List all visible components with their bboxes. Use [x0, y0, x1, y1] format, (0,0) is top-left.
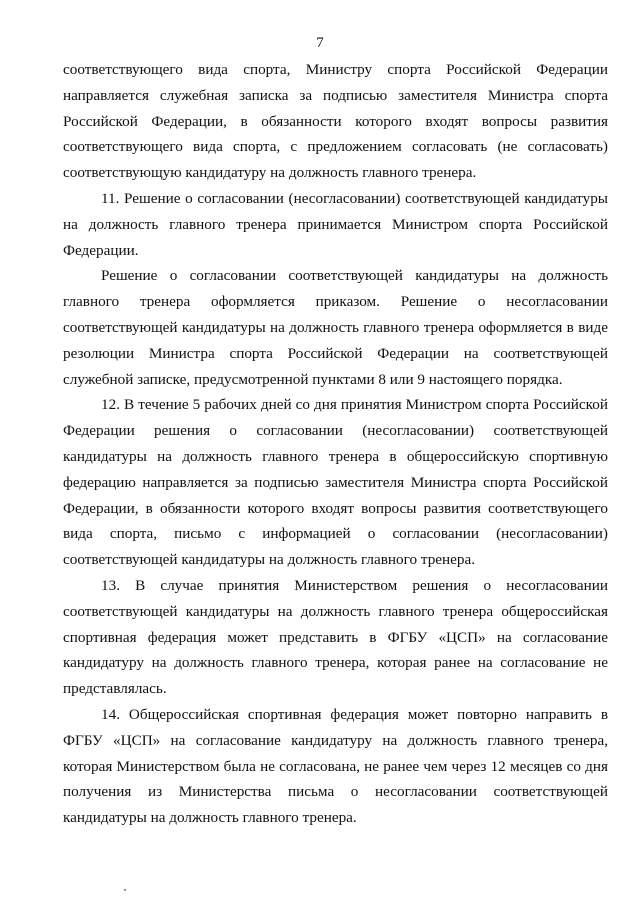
page-number: 7: [316, 35, 324, 51]
scan-speck: [124, 889, 126, 891]
paragraph-item-12: 12. В течение 5 рабочих дней со дня принятия Министром спорта Российской Федерации решения о согласовании (несогласовании) соответствующей кандидатуры на должность главного тренера в общероссийскую спортивную федерацию направляется за подписью заместителя Министра спорта Российской Федерации, в обязанности которого входят вопросы развития соответствующего вида спорта, письмо с информацией о согласовании (несогласовании) соответствующей кандидатуры на должность главного тренера.: [63, 396, 608, 569]
paragraph-decision-form: Решение о согласовании соответствующей кандидатуры на должность главного тренера оформляется приказом. Решение о несогласовании соответствующей кандидатуры на должность главного тренера оформляется в виде резолюции Министра спорта Российской Федерации на соответствующей служебной записке, предусмотренной пунктами 8 или 9 настоящего порядка.: [63, 267, 608, 388]
paragraph-continuation: соответствующего вида спорта, Министру спорта Российской Федерации направляется служебная записка за подписью заместителя Министра спорта Российской Федерации, в обязанности которого входят вопросы развития соответствующего вида спорта, с предложением согласовать (не согласовать) соответствующую кандидатуру на должность главного тренера.: [63, 61, 608, 182]
paragraph-item-11: 11. Решение о согласовании (несогласовании) соответствующей кандидатуры на должность главного тренера принимается Министром спорта Российской Федерации.: [63, 189, 608, 259]
paragraph-item-14: 14. Общероссийская спортивная федерация может повторно направить в ФГБУ «ЦСП» на согласование кандидатуру на должность главного тренера, которая Министерством была не согласована, не ранее чем через 12 месяцев со дня получения из Министерства письма о несогласовании соответствующей кандидатуры на должность главного тренера.: [63, 705, 608, 827]
document-body: [63, 57, 608, 831]
paragraph-item-13: 13. В случае принятия Министерством решения о несогласовании соответствующей кандидатуры на должность главного тренера общероссийская спортивная федерация может представить в ФГБУ «ЦСП» на согласование кандидатуру на должность главного тренера, которая ранее на согласование не представлялась.: [63, 576, 608, 698]
